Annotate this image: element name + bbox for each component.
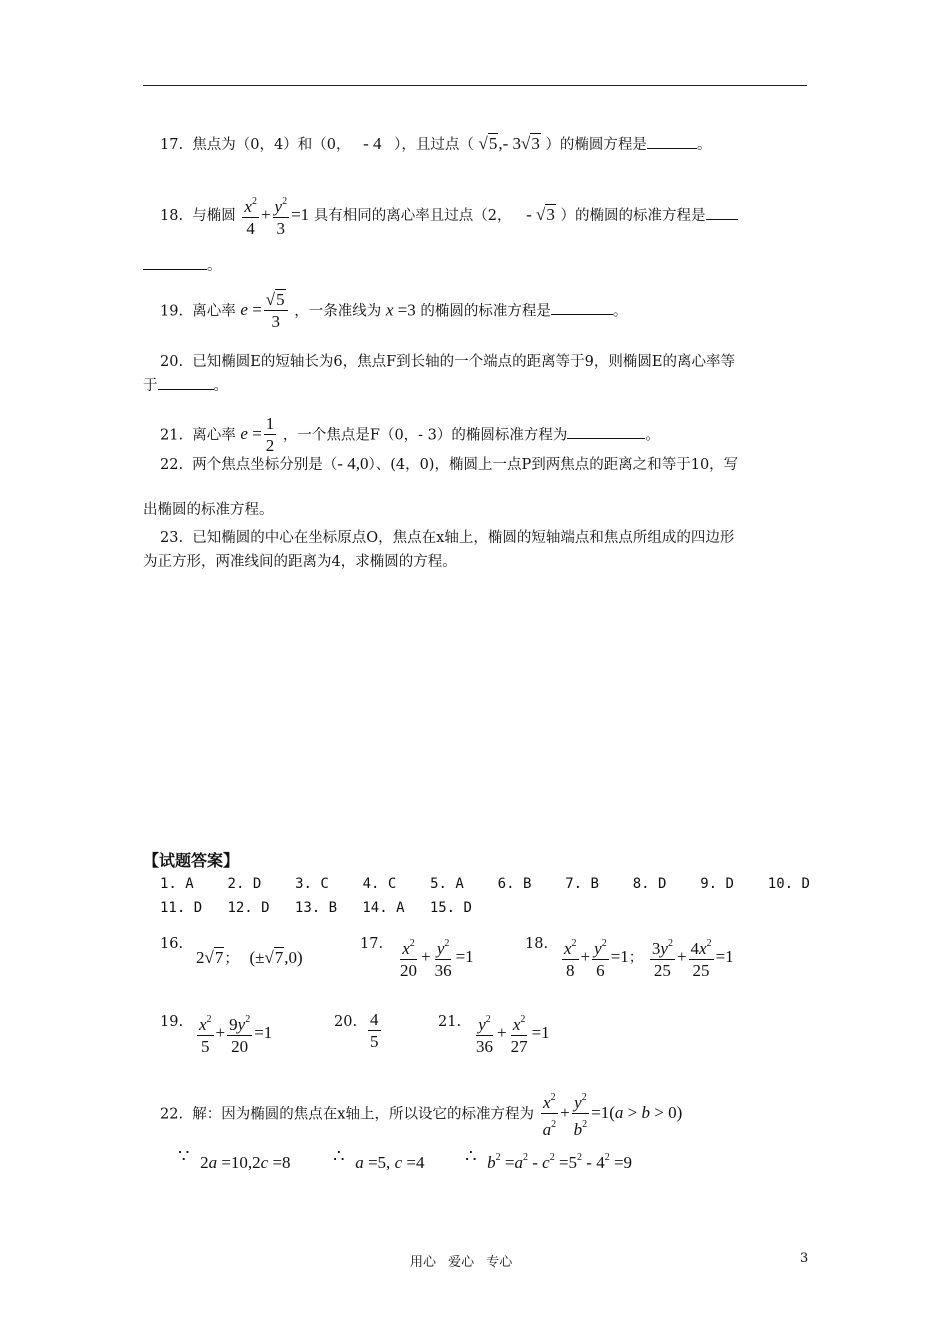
answer-21-label: 21. — [438, 1014, 462, 1030]
answers-heading: 【试题答案】 — [143, 851, 240, 870]
question-19: 19. 离心率 e = $\frac{√5}{3}$ ，一条准线为 x =3 的椭圆的标准方程是 。 — [160, 290, 628, 331]
question-17: 17. 焦点为（0，4）和（0， - 4 ），且过点（ √5,- 3√3 ）的椭圆方程是 。 — [160, 134, 712, 153]
answer-17-label: 17. — [360, 936, 384, 952]
answer-16-value: 2√7； (±√7,0) — [196, 948, 303, 967]
answer-19-label: 19. — [160, 1014, 184, 1030]
answer-21-value: $\frac{y^2}{36}$ + $\frac{x^2}{27}$ =1 — [472, 1010, 550, 1058]
answer-22-work: ∵ 2a =10,2c =8 ∴ a =5, c =4 ∴ $b^2 =a^2 - c^2 =5^2 - 4^2 =9$ — [178, 1146, 633, 1172]
answer-22: 22. 解：因为椭圆的焦点在x轴上，所以设它的标准方程为 $\frac{x^2}{a^2}$ + $\frac{y^2}{b^2}$ =1(a > b > 0) — [160, 1088, 682, 1141]
header-rule — [143, 85, 807, 86]
answers-row-1: 1. A 2. D 3. C 4. C 5. A 6. B 7. B 8. D 9. D 10. D — [160, 876, 810, 892]
question-18-cont: 。 — [143, 256, 222, 276]
question-21: 21. 离心率 e = $\frac{1}{2}$ ，一个焦点是F（0，- 3）的椭圆标准方程为 。 — [160, 414, 660, 455]
answer-17-value: $\frac{x^2}{20}$ + $\frac{y^2}{36}$ =1 — [396, 934, 474, 982]
page-number: 3 — [800, 1251, 809, 1266]
answer-16: 16. — [160, 936, 184, 952]
question-22: 22. 两个焦点坐标分别是（- 4,0）、(4，0)，椭圆上一点P到两焦点的距离之和等于10，写 — [160, 454, 739, 473]
question-20: 20. 已知椭圆E的短轴长为6，焦点F到长轴的一个端点的距离等于9，则椭圆E的离心率等 — [160, 354, 735, 370]
answer-20-value: $\frac{4}{5}$ — [370, 1010, 379, 1051]
question-23: 23. 已知椭圆的中心在坐标原点O，焦点在x轴上，椭圆的短轴端点和焦点所组成的四边形 — [160, 530, 735, 546]
answers-row-2: 11. D 12. D 13. B 14. A 15. D — [160, 900, 472, 916]
answer-20-label: 20. — [334, 1014, 358, 1030]
answer-18-value: $\frac{x^2}{8}$ + $\frac{y^2}{6}$ =1； $\frac{3y^2}{25}$ + $\frac{4x^2}{25}$ =1 — [560, 934, 734, 982]
question-22-cont: 出椭圆的标准方程。 — [143, 502, 274, 518]
answer-18-label: 18. — [525, 936, 549, 952]
question-18: 18. 与椭圆 $\frac{x^2}{4}$ + $\frac{y^2}{3}$ =1 具有相同的离心率且过点（2， - √3 ）的椭圆的标准方程是 — [160, 192, 738, 240]
answer-19-value: $\frac{x^2}{5}$ + $\frac{9y^2}{20}$ =1 — [195, 1010, 272, 1058]
question-20-cont: 于 。 — [143, 378, 228, 394]
page-footer: 用心 爱心 专心 — [410, 1255, 513, 1270]
question-23-cont: 为正方形，两准线间的距离为4，求椭圆的方程。 — [143, 554, 457, 570]
